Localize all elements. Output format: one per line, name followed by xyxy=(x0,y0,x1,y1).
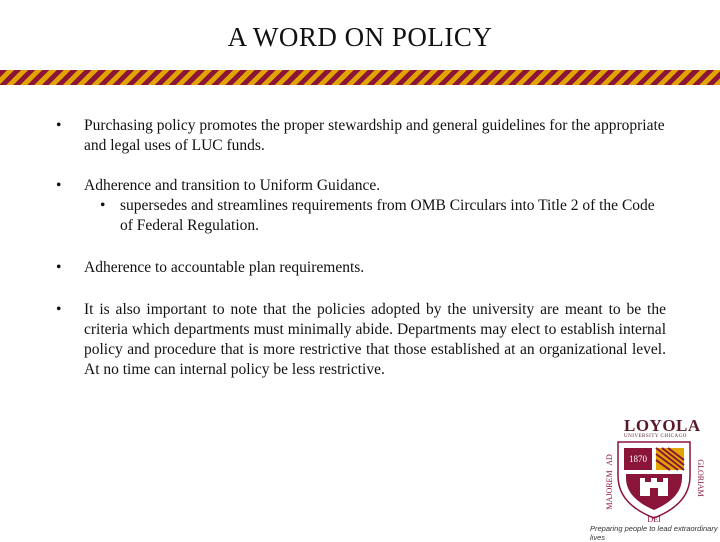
bullet-text: It is also important to note that the policies adopted by the university are meant to be the criteria which departments must minimally abide. Departments may elect to establish internal policy and procedure that is more restrictive that those established at an organizational level. At no time can internal policy be less restrictive. xyxy=(84,301,666,378)
seal-motto-dei: DEI xyxy=(647,515,661,522)
loyola-logo xyxy=(590,412,720,542)
bullet-marker: • xyxy=(56,259,62,276)
slide-title: A WORD ON POLICY xyxy=(227,22,493,52)
logo-subtitle: UNIVERSITY CHICAGO xyxy=(624,434,687,439)
bullet-list xyxy=(56,116,666,380)
bullet-marker: • xyxy=(56,301,62,318)
bullet-marker: • xyxy=(56,117,62,134)
bullet-text: Purchasing policy promotes the proper stewardship and general guidelines for the appropriate and legal uses of LUC funds. xyxy=(84,117,665,154)
sub-bullet-text: supersedes and streamlines requirements from OMB Circulars into Title 2 of the Code of Federal Regulation. xyxy=(120,197,655,234)
bullet-item xyxy=(56,258,666,278)
seal-year: 1870 xyxy=(629,454,647,464)
seal-motto-left: AD xyxy=(605,454,614,466)
bullet-text: Adherence to accountable plan requirements. xyxy=(84,259,365,276)
bullet-marker: • xyxy=(56,177,62,194)
bullet-item xyxy=(56,176,666,236)
bullet-marker: • xyxy=(100,197,106,214)
decorative-stripe xyxy=(0,70,720,85)
seal-motto-majorem: MAJOREM xyxy=(605,470,614,510)
bullet-item xyxy=(56,300,666,380)
university-seal-icon xyxy=(590,412,720,522)
bullet-item xyxy=(56,116,666,156)
logo-wordmark: LOYOLA xyxy=(624,416,701,435)
sub-bullet-item xyxy=(90,196,666,236)
bullet-text: Adherence and transition to Uniform Guidance. xyxy=(84,177,381,194)
logo-tagline: Preparing people to lead extraordinary lives xyxy=(590,524,718,542)
seal-motto-right: GLORIAM xyxy=(696,459,705,497)
